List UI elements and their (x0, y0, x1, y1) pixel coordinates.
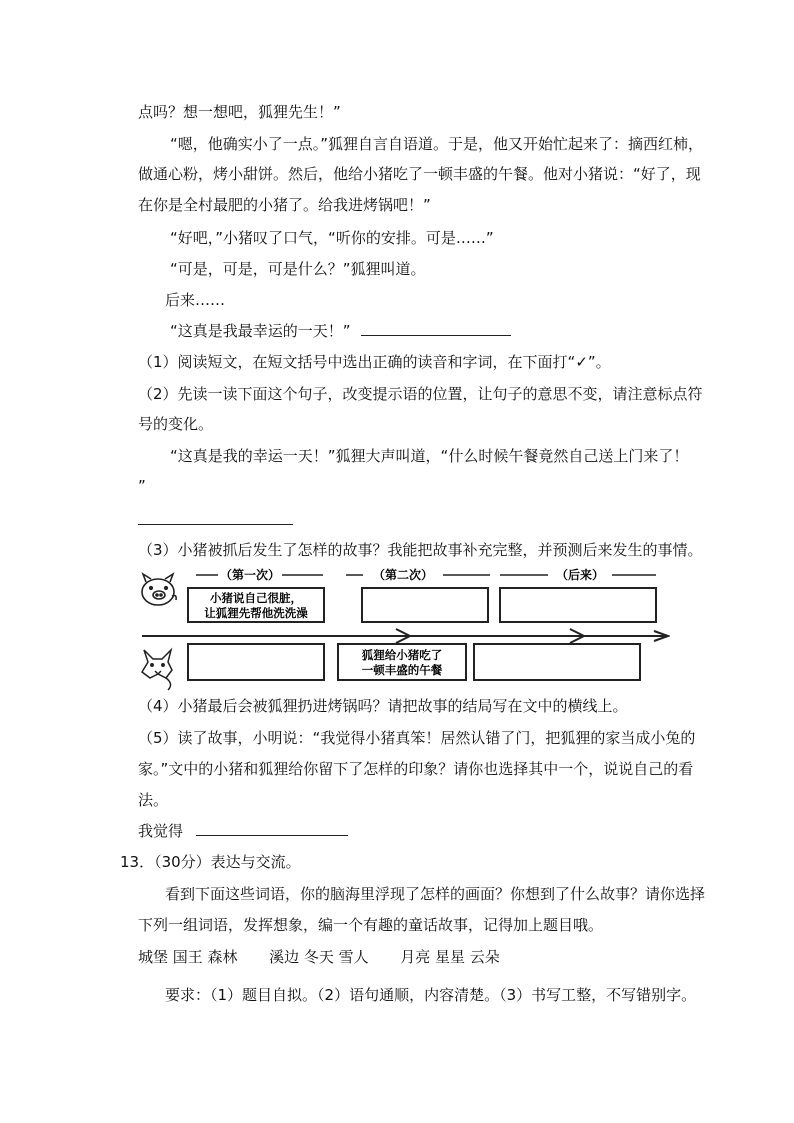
story-quote: “这真是我最幸运的一天！” (170, 322, 351, 340)
answer-prefix: 我觉得 (138, 822, 184, 840)
ending-answer-blank[interactable] (361, 321, 511, 336)
box-fox-second-text-2: 一顿丰盛的午餐 (361, 663, 443, 677)
story-timeline-diagram (138, 564, 670, 692)
story-line: 后来…… (165, 291, 226, 309)
label-second: （第二次） (372, 568, 434, 582)
box-fox-second-text-1: 狐狸给小猪吃了 (361, 648, 443, 662)
question-13-title: 13．（30分）表达与交流。 (120, 853, 301, 871)
label-later: （后来） (555, 568, 605, 582)
question-1: （1）阅读短文，在短文括号中选出正确的读音和字词，在下面打“✓”。 (138, 353, 611, 371)
box-pig-later-blank[interactable] (500, 588, 656, 622)
box-fox-first-blank[interactable] (188, 644, 324, 680)
label-first: （第一次） (219, 568, 281, 582)
story-line: “好吧，”小猪叹了口气，“听你的安排。可是……” (170, 229, 494, 247)
box-fox-later-blank[interactable] (474, 644, 640, 680)
box-pig-first-text-2: 让狐狸先帮他洗洗澡 (204, 606, 308, 620)
question-2-answer-blank[interactable] (138, 524, 293, 525)
story-line: 做通心粉，烤小甜饼。然后，他给小猪吃了一顿丰盛的午餐。他对小猪说：“好了，现 (138, 165, 701, 183)
box-pig-second-blank[interactable] (362, 588, 488, 622)
fox-icon (142, 650, 172, 690)
story-line: “可是，可是，可是什么？”狐狸叫道。 (170, 260, 426, 278)
story-ending-line (170, 321, 511, 341)
question-3: （3）小猪被抓后发生了怎样的故事？我能把故事补充完整，并预测后来发生的事情。 (138, 541, 703, 559)
question-13-line: 看到下面这些词语，你的脑海里浮现了怎样的画面？你想到了什么故事？请你选择 (165, 885, 706, 903)
story-line: “嗯，他确实小了一点。”狐狸自言自语道。于是，他又开始忙起来了：摘西红柿， (170, 135, 704, 153)
question-5-line: （5）读了故事，小明说：“我觉得小猪真笨！居然认错了门，把狐狸的家当成小兔的 (138, 729, 696, 747)
question-2-sentence-end: ” (138, 477, 146, 495)
question-2-line: （2）先读一读下面这个句子，改变提示语的位置，让句子的意思不变，请注意标点符 (138, 385, 703, 403)
question-5-answer (138, 821, 348, 841)
word-group-1: 城堡 国王 森林 (138, 948, 238, 966)
question-13-line: 下列一组词语，发挥想象，编一个有趣的童话故事，记得加上题目哦。 (138, 916, 604, 934)
story-line: 点吗？想一想吧，狐狸先生！” (138, 103, 341, 121)
question-5-line: 家。”文中的小猪和狐狸给你留下了怎样的印象？请你也选择其中一个，说说自己的看 (138, 760, 694, 778)
question-5-line: 法。 (138, 791, 169, 809)
word-group-3: 月亮 星星 云朵 (400, 948, 500, 966)
question-5-answer-blank[interactable] (196, 821, 348, 836)
word-group-2: 溪边 冬天 雪人 (269, 948, 369, 966)
question-4: （4）小猪最后会被狐狸扔进烤锅吗？请把故事的结局写在文中的横线上。 (138, 697, 628, 715)
word-groups (138, 947, 500, 967)
question-2-sentence: “这真是我的幸运一天！”狐狸大声叫道，“什么时候午餐竟然自己送上门来了！ (170, 447, 689, 465)
story-line: 在你是全村最肥的小猪了。给我进烤锅吧！” (138, 196, 431, 214)
question-13-requirements: 要求：（1）题目自拟。（2）语句通顺，内容清楚。（3）书写工整，不写错别字。 (165, 986, 697, 1004)
box-pig-first-text-1: 小猪说自己很脏， (210, 591, 302, 605)
pig-icon (142, 574, 176, 605)
question-2-line: 号的变化。 (138, 415, 214, 433)
